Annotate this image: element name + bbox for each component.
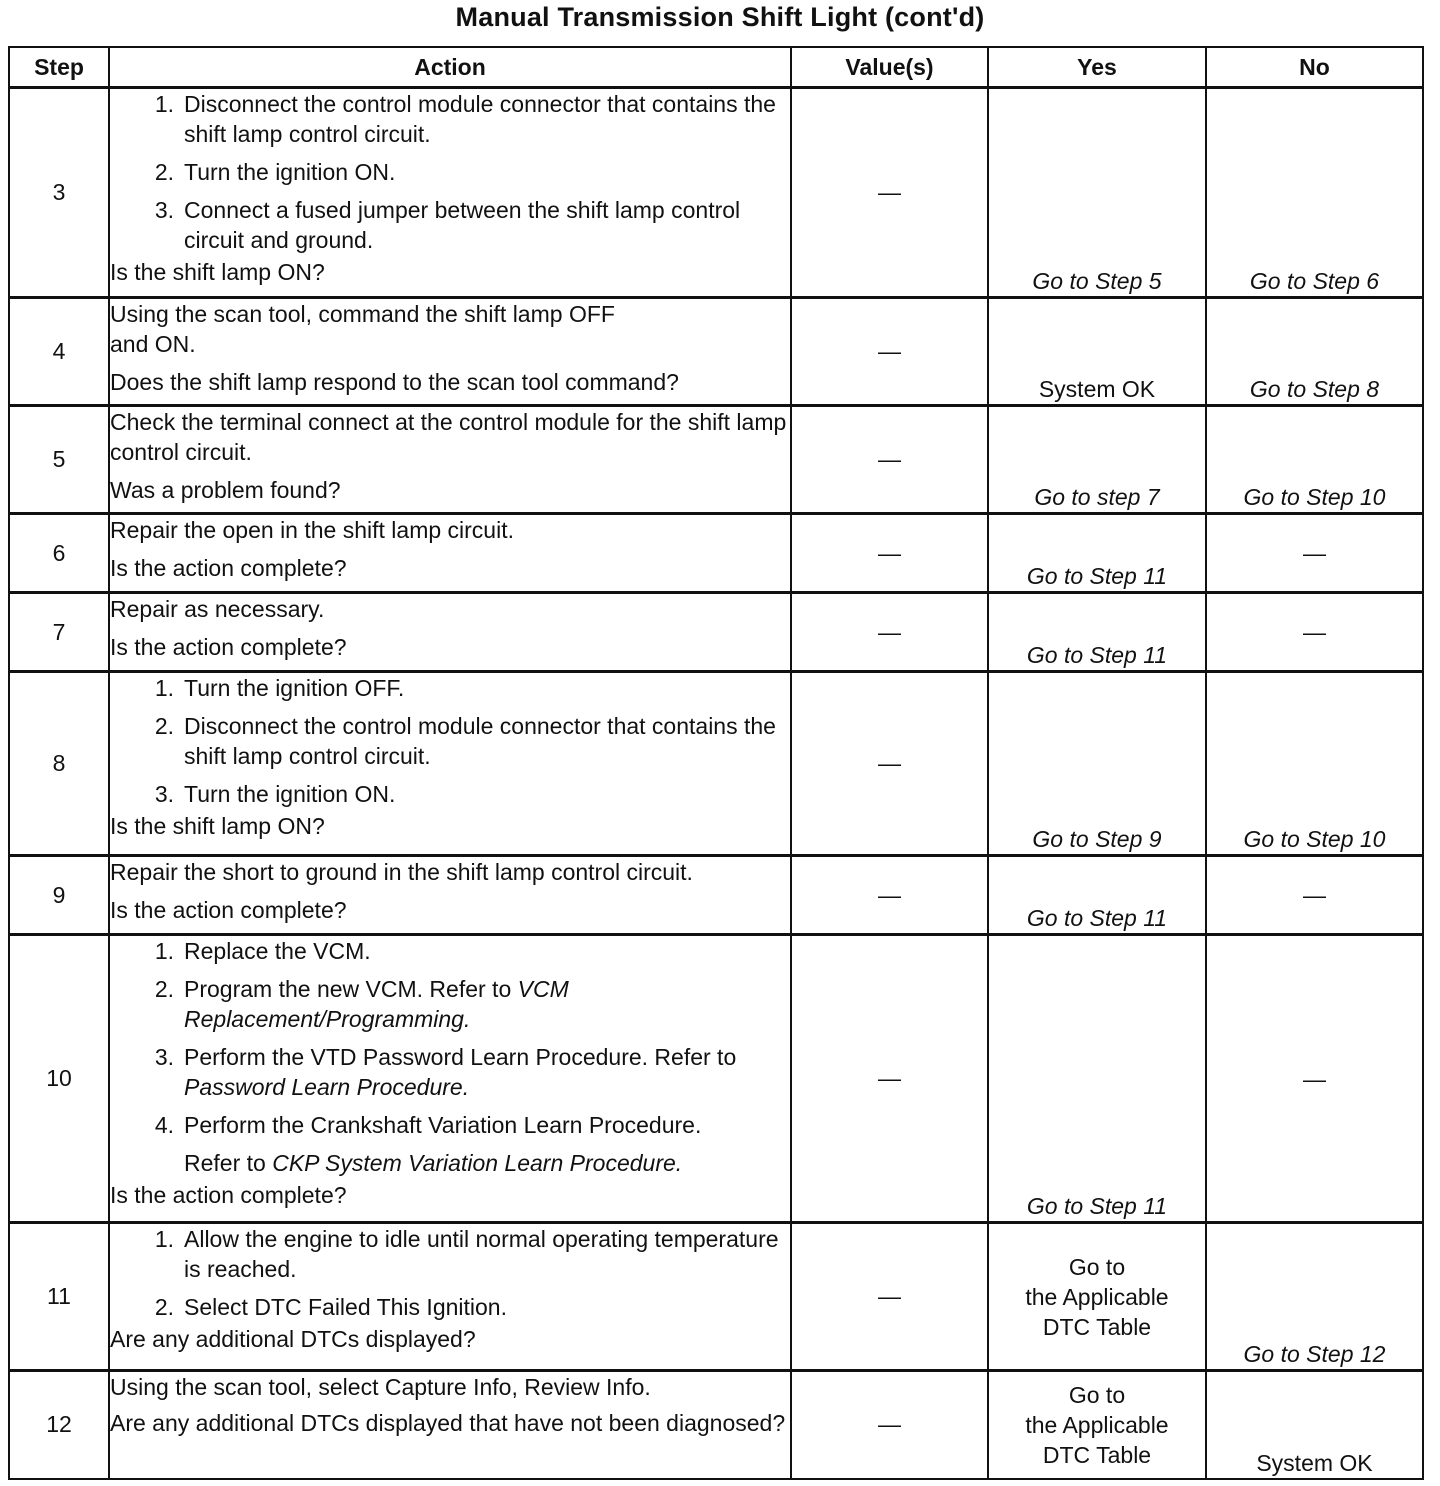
yes-result: Go to Step 11 <box>988 593 1206 672</box>
table-row <box>9 593 1423 672</box>
question: Is the shift lamp ON? <box>110 259 325 285</box>
question: Is the action complete? <box>110 897 347 923</box>
action-cell <box>109 406 791 514</box>
no-result: — <box>1206 514 1423 593</box>
value-cell: — <box>791 514 988 593</box>
table-row <box>9 514 1423 593</box>
step-number: 7 <box>9 593 109 672</box>
value-cell: — <box>791 1223 988 1371</box>
value-cell: — <box>791 298 988 406</box>
step-number: 12 <box>9 1371 109 1479</box>
action-cell <box>109 514 791 593</box>
yes-result: System OK <box>988 298 1206 406</box>
step-number: 8 <box>9 672 109 856</box>
table-row <box>9 406 1423 514</box>
yes-result: Go to Step 9 <box>988 672 1206 856</box>
header-values: Value(s) <box>791 47 988 88</box>
action-text: Using the scan tool, select Capture Info, Review Info. <box>110 1374 651 1400</box>
action-cell <box>109 298 791 406</box>
reference-link[interactable]: CKP System Variation Learn Procedure. <box>272 1150 683 1176</box>
no-result: — <box>1206 856 1423 935</box>
value-cell: — <box>791 672 988 856</box>
value-cell: — <box>791 935 988 1223</box>
header-no: No <box>1206 47 1423 88</box>
no-result: Go to Step 10 <box>1206 672 1423 856</box>
action-cell <box>109 1223 791 1371</box>
action-text: and ON. <box>110 331 196 357</box>
reference-link[interactable]: Password Learn Procedure. <box>184 1074 470 1100</box>
list-item: 3. Perform the VTD Password Learn Procedure. Refer to Password Learn Procedure. <box>154 1044 737 1100</box>
yes-result: Go to Step 11 <box>988 935 1206 1223</box>
no-result: — <box>1206 935 1423 1223</box>
action-cell <box>109 1371 791 1479</box>
no-result: System OK <box>1206 1371 1423 1479</box>
action-cell <box>109 88 791 298</box>
list-item: 3. Turn the ignition ON. <box>154 781 396 807</box>
yes-result: Go to step 7 <box>988 406 1206 514</box>
step-number: 10 <box>9 935 109 1223</box>
question: Is the action complete? <box>110 555 347 581</box>
action-cell <box>109 593 791 672</box>
value-cell: — <box>791 856 988 935</box>
step-number: 9 <box>9 856 109 935</box>
step-number: 6 <box>9 514 109 593</box>
list-item: 2. Turn the ignition ON. <box>154 159 396 185</box>
step-number: 5 <box>9 406 109 514</box>
no-result: Go to Step 12 <box>1206 1223 1423 1371</box>
action-text: Repair the open in the shift lamp circuit. <box>110 517 514 543</box>
list-item: 3. Connect a fused jumper between the shift lamp control circuit and ground. <box>154 197 741 253</box>
action-text: Repair as necessary. <box>110 596 325 622</box>
question: Does the shift lamp respond to the scan tool command? <box>110 369 679 395</box>
page-title: Manual Transmission Shift Light (cont'd) <box>455 2 985 32</box>
yes-result: Go to the Applicable DTC Table <box>988 1371 1206 1479</box>
no-result: — <box>1206 593 1423 672</box>
list-item: 1. Turn the ignition OFF. <box>154 675 405 701</box>
action-cell <box>109 935 791 1223</box>
list-item: 1. Replace the VCM. <box>154 938 371 964</box>
action-cell <box>109 672 791 856</box>
header-action: Action <box>109 47 791 88</box>
list-item: 2. Select DTC Failed This Ignition. <box>154 1294 507 1320</box>
action-cell <box>109 856 791 935</box>
step-number: 4 <box>9 298 109 406</box>
reference-link[interactable]: VCM Replacement/Programming. <box>184 976 569 1032</box>
action-text: Check the terminal connect at the control module for the shift lamp control circuit. <box>110 409 787 465</box>
header-row <box>9 47 1423 88</box>
no-result: Go to Step 10 <box>1206 406 1423 514</box>
table-row <box>9 935 1423 1223</box>
yes-result: Go to Step 11 <box>988 514 1206 593</box>
question: Is the action complete? <box>110 634 347 660</box>
value-cell: — <box>791 593 988 672</box>
table-row <box>9 298 1423 406</box>
no-result: Go to Step 6 <box>1206 88 1423 298</box>
question: Was a problem found? <box>110 477 341 503</box>
yes-result: Go to Step 11 <box>988 856 1206 935</box>
action-text: Repair the short to ground in the shift lamp control circuit. <box>110 859 693 885</box>
value-cell: — <box>791 1371 988 1479</box>
question: Is the shift lamp ON? <box>110 813 325 839</box>
action-text: Using the scan tool, command the shift lamp OFF <box>110 301 615 327</box>
table-row <box>9 88 1423 298</box>
list-item: 1. Disconnect the control module connector that contains the shift lamp control circuit. <box>154 91 776 147</box>
question: Are any additional DTCs displayed? <box>110 1326 476 1352</box>
question: Are any additional DTCs displayed that have not been diagnosed? <box>110 1410 786 1436</box>
yes-result: Go to the Applicable DTC Table <box>988 1223 1206 1371</box>
value-cell: — <box>791 88 988 298</box>
step-number: 11 <box>9 1223 109 1371</box>
list-item: 2. Program the new VCM. Refer to VCM Replacement/Programming. <box>154 976 569 1032</box>
value-cell: — <box>791 406 988 514</box>
list-item: 2. Disconnect the control module connector that contains the shift lamp control circuit. <box>154 713 776 769</box>
header-step: Step <box>9 47 109 88</box>
list-item: 1. Allow the engine to idle until normal operating temperature is reached. <box>154 1226 779 1282</box>
step-number: 3 <box>9 88 109 298</box>
yes-result: Go to Step 5 <box>988 88 1206 298</box>
no-result: Go to Step 8 <box>1206 298 1423 406</box>
table-row <box>9 672 1423 856</box>
diagnostic-table <box>8 46 1424 1480</box>
header-yes: Yes <box>988 47 1206 88</box>
table-row <box>9 1371 1423 1479</box>
question: Is the action complete? <box>110 1182 347 1208</box>
table-row <box>9 1223 1423 1371</box>
table-row <box>9 856 1423 935</box>
list-item: 4. Perform the Crankshaft Variation Learn Procedure. Refer to CKP System Variation Learn Procedure. <box>154 1112 702 1176</box>
